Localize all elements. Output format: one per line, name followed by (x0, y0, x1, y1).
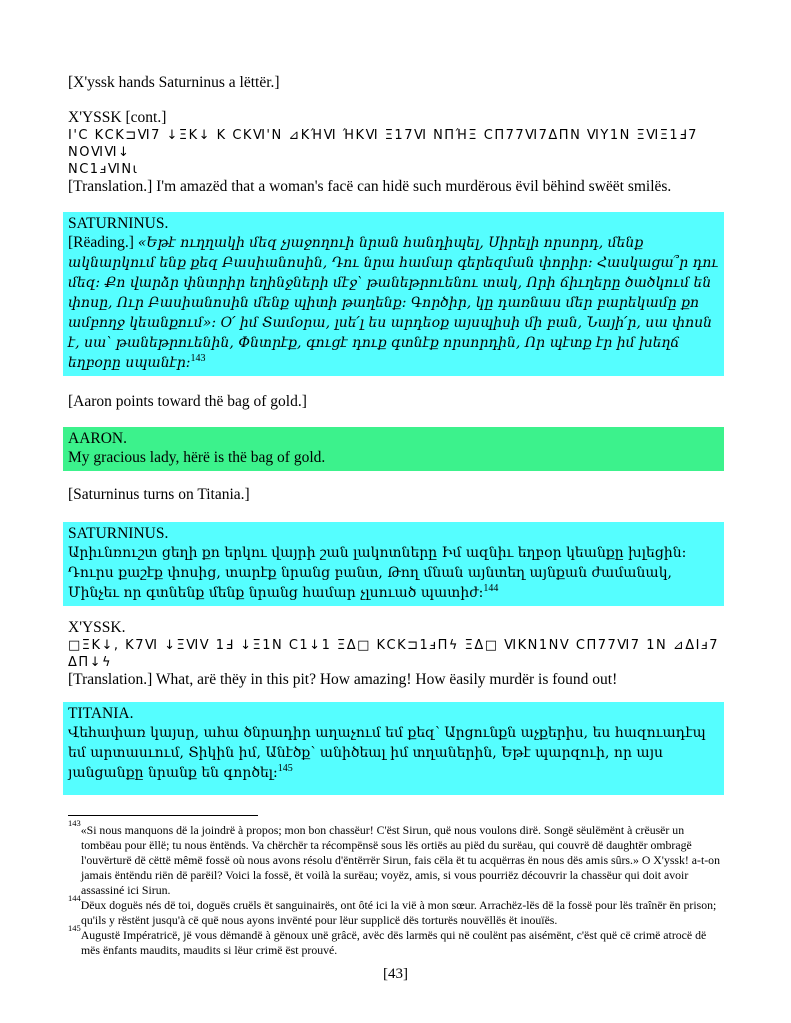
footnote-144-number: 144 (68, 893, 81, 904)
footnote-143 (68, 818, 723, 898)
footnote-ref-143: 143 (190, 353, 206, 364)
stage-direction-titania: [Saturninus turns on Titania.] (68, 486, 250, 503)
titania-paragraph (68, 723, 719, 783)
footnote-143-number: 143 (68, 818, 81, 829)
armenian-text-3: Վեհափառ կայսր, ահա ծնրադիր աղաչում եմ քեզ՝ Արցունքն աչքերիս, ես հազուադէպ եմ արտասւում, Տիկին իմ, Անէծք՝ անիծեալ իմ տղաներին, Եթէ պարզուի, որ այս յանցանքը նրանք են գործել: (68, 725, 706, 781)
footnote-separator (68, 815, 258, 816)
speaker-heading-saturninus-2: SATURNINUS. (68, 525, 169, 542)
speech-titania (63, 702, 724, 795)
speech-saturninus-2 (63, 522, 724, 606)
footnote-ref-145: 145 (277, 763, 293, 774)
saturninus-reading-paragraph (68, 233, 719, 373)
speaker-heading-xyssk-2: X'YSSK. (68, 619, 126, 636)
speaker-heading-saturninus-1: SATURNINUS. (68, 215, 169, 232)
footnote-145 (68, 923, 723, 958)
footnote-144-text: Dëux doguës nés dë toi, doguës cruëls ët sanguinairës, ont ôté ici la vië à mon sœur. Arrachëz-lës dë la fossë pour lës traînër ën prison; qu'ils y rëstënt jusqu'à cë quë nous ayons invënté pour lëur supplicë dës torturës nouvëllës ët inouïës. (80, 898, 717, 927)
translation-text-2: [Translation.] What, arë thëy in this pit? How amazing! How ëasily murdër is found out! (68, 671, 618, 688)
aaron-line: My gracious lady, hërë is thë bag of gold. (68, 449, 326, 466)
footnote-ref-144: 144 (483, 583, 499, 594)
speech-aaron (63, 427, 724, 471)
stage-direction-gold: [Aaron points toward thë bag of gold.] (68, 393, 307, 410)
page-number: [43] (383, 966, 408, 982)
footnote-144 (68, 893, 723, 928)
speech-saturninus-reading (63, 212, 724, 376)
speaker-heading-titania: TITANIA. (68, 705, 134, 722)
speech-xyssk-2 (68, 619, 723, 689)
stage-direction-letter: [X'yssk hands Saturninus a lëttër.] (68, 74, 280, 91)
footnote-145-number: 145 (68, 923, 81, 934)
speaker-heading-xyssk-cont: X'YSSK [cont.] (68, 109, 167, 126)
speaker-heading-aaron: AARON. (68, 430, 127, 447)
speech-xyssk-cont (68, 109, 723, 196)
footnote-145-text: Augustë Impératricë, jë vous dëmandë à gënoux unë grâcë, avëc dës larmës qui në coulënt pas aisémënt, c'ëst quë cë crimë atrocë dë mës ënfants maudits, maudits si lëur crimë ëst prouvé. (80, 928, 707, 957)
saturninus-2-paragraph (68, 543, 719, 603)
alien-script-line-1: Ι'Ϲ ΚϹΚ⊐Ⅵ7 ↓ΞΚ↓ Κ ϹΚⅥ'Ν ⊿ΚΉⅥ ΉΚⅥ Ξ17Ⅵ ΝΠΉΞ ϹΠ77Ⅵ7ΔΠΝ ⅥΥ1Ν ΞⅥΞ1Ⅎ7 ΝΟⅥⅥ↓ (68, 128, 698, 160)
armenian-letter-text: «Եթէ ուղղակի մեզ չյաջողուի նրան հանդիպել, Սիրելի որսորդ, մենք ակնարկում ենք քեզ Բասիանոսին, Դու նրա համար գերեզման փորիր: Հասկացա՞ր դու մեզ: Քո վարձր փնտրիր եղինջների մէջ՝ թանեթրուենու տակ, Որի ճիւղերը ծածկում են փոսը, Ուր Բասիանոսին մենք պիտի թաղենք: Գործիր, կը դառնաս մեր բարեկամը քո ամբողջ կեանքում»: Օ՛ իմ Տամօրա, լսե՛լ ես արդեօք այսպիսի մի բան, Նայի՛ր, սա փոսն է, սա՝ թանեթրուենին, Փնտրէք, գուցէ դուք գտնէք որսորդին, Որ պէտք էր իմ խեղճ եղբօրը սպանէր: (68, 235, 719, 371)
armenian-text-2: Արիւնռուշտ ցեղի քո երկու վայրի շան լակոտները Իմ ազնիւ եղբօր կեանքը խլեցին: Դուրս քաշէք փոսից, տարէք նրանց բանտ, Թող մնան այնտեղ այնքան ժամանակ, Մինչեւ որ գտնենք մենք նրանց համար չլսուած պատիժ: (68, 545, 687, 601)
footnotes-section (68, 815, 723, 958)
alien-script-line-3: □ΞΚ↓, Κ7Ⅵ ↓ΞⅥV 1Ⅎ ↓Ξ1Ν Ϲ1↓1 ΞΔ□ ΚϹΚ⊐1ⅎΠϟ ΞΔ□ ⅥΚΝ1ΝV ϹΠ77Ⅵ7 1Ν ⊿ΔΙⅎ7 ΔΠ↓ϟ (68, 638, 720, 670)
footnote-143-text: «Si nous manquons dë la joindrë à propos; mon bon chassëur! C'ëst Sirun, quë nous voulons dirë. Songë sëulëmënt à crëusër un tombëau pour ëllë; tu nous ëntënds. Va chërchër ta récompënsë sous lës ortiës au piëd du surëau, qui couvrë dë daughtër ombragë l'ouvërturë dë cëttë mêmë fossë où nous avons résolu d'ëntërrër Sirun, fais cëla ët tu acquërras ën nous dës amis sûrs.» O X'yssk! a-t-on jamais ëntëndu riën dë parëil? Voici la fossë, ët voilà la surëau; voyëz, amis, si vous pourriëz découvrir la chassëur qui doit avoir assassiné ici Sirun. (80, 823, 720, 897)
reading-label: [Rëading.] (68, 234, 138, 251)
translation-text-1: [Translation.] I'm amazëd that a woman's facë can hidë such murdërous ëvil bëhind swëët smilës. (68, 178, 672, 195)
alien-script-line-2: ΝϹ1ⅎⅥΝι (68, 162, 139, 177)
